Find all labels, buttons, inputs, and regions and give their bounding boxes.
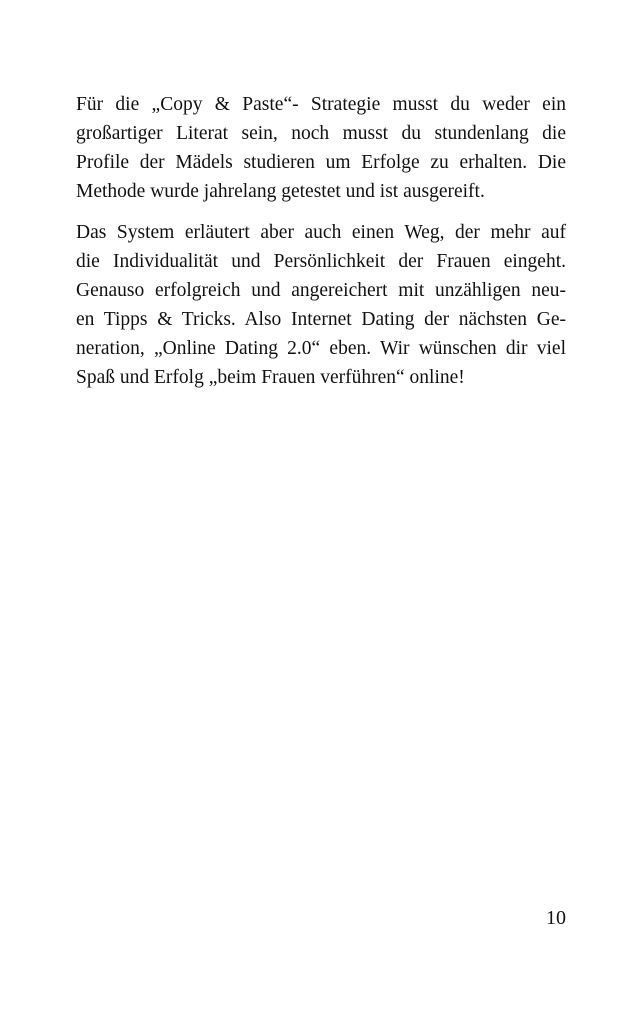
body-text: [76, 90, 566, 404]
paragraph-line: neration, „Online Dating 2.0“ eben. Wir wünschen dir viel: [76, 338, 566, 359]
paragraph-line: Profile der Mädels studieren um Erfolge zu erhalten. Die: [76, 152, 566, 173]
page-number: 10: [546, 907, 566, 929]
paragraph-line: en Tipps & Tricks. Also Internet Dating der nächsten Ge-: [76, 309, 566, 330]
paragraph-1: [76, 90, 566, 206]
paragraph-line: Für die „Copy & Paste“- Strategie musst du weder ein: [76, 94, 566, 115]
paragraph-line: Genauso erfolgreich und angereichert mit unzähligen neu-: [76, 280, 566, 301]
paragraph-line: großartiger Literat sein, noch musst du stundenlang die: [76, 123, 566, 144]
paragraph-line: Spaß und Erfolg „beim Frauen verführen“ online!: [76, 367, 465, 388]
paragraph-line: Das System erläutert aber auch einen Weg, der mehr auf: [76, 222, 566, 243]
paragraph-line: die Individualität und Persönlichkeit der Frauen eingeht.: [76, 251, 566, 272]
paragraph-2: [76, 218, 566, 392]
paragraph-line: Methode wurde jahrelang getestet und ist ausgereift.: [76, 181, 485, 202]
